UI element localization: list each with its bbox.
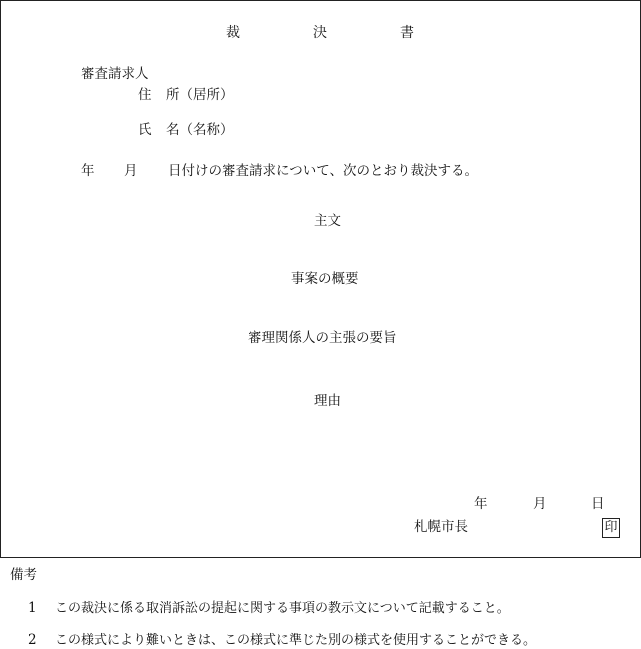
date-day: 日 — [591, 496, 605, 512]
name-label-2: 名（名称） — [166, 122, 234, 138]
request-month: 月 — [124, 163, 138, 179]
note-number-2: 2 — [28, 632, 37, 648]
note-text-2: この様式により難いときは、この様式に準じた別の様式を使用することができる。 — [55, 633, 537, 648]
section-claims-summary: 審理関係人の主張の要旨 — [248, 330, 397, 346]
address-label-2: 所（居所） — [166, 87, 234, 103]
section-case-summary: 事案の概要 — [291, 271, 359, 287]
note-number-1: 1 — [28, 600, 37, 616]
seal-stamp: 印 — [602, 518, 620, 538]
applicant-heading: 審査請求人 — [81, 66, 149, 82]
date-year: 年 — [474, 496, 488, 512]
title-char-2: 決 — [313, 25, 327, 41]
note-text-1: この裁決に係る取消訴訟の提起に関する事項の教示文について記載すること。 — [55, 601, 510, 616]
signer-name: 札幌市長 — [414, 519, 468, 535]
name-label-1: 氏 — [138, 122, 152, 138]
address-label-1: 住 — [138, 87, 152, 103]
notes-heading: 備考 — [10, 567, 37, 583]
title-char-1: 裁 — [226, 25, 240, 41]
title-char-3: 書 — [400, 25, 414, 41]
request-text: 日付けの審査請求について、次のとおり裁決する。 — [168, 163, 478, 179]
date-month: 月 — [533, 496, 547, 512]
request-year: 年 — [81, 163, 95, 179]
section-main-text: 主文 — [314, 213, 341, 229]
section-reasons: 理由 — [314, 393, 341, 409]
